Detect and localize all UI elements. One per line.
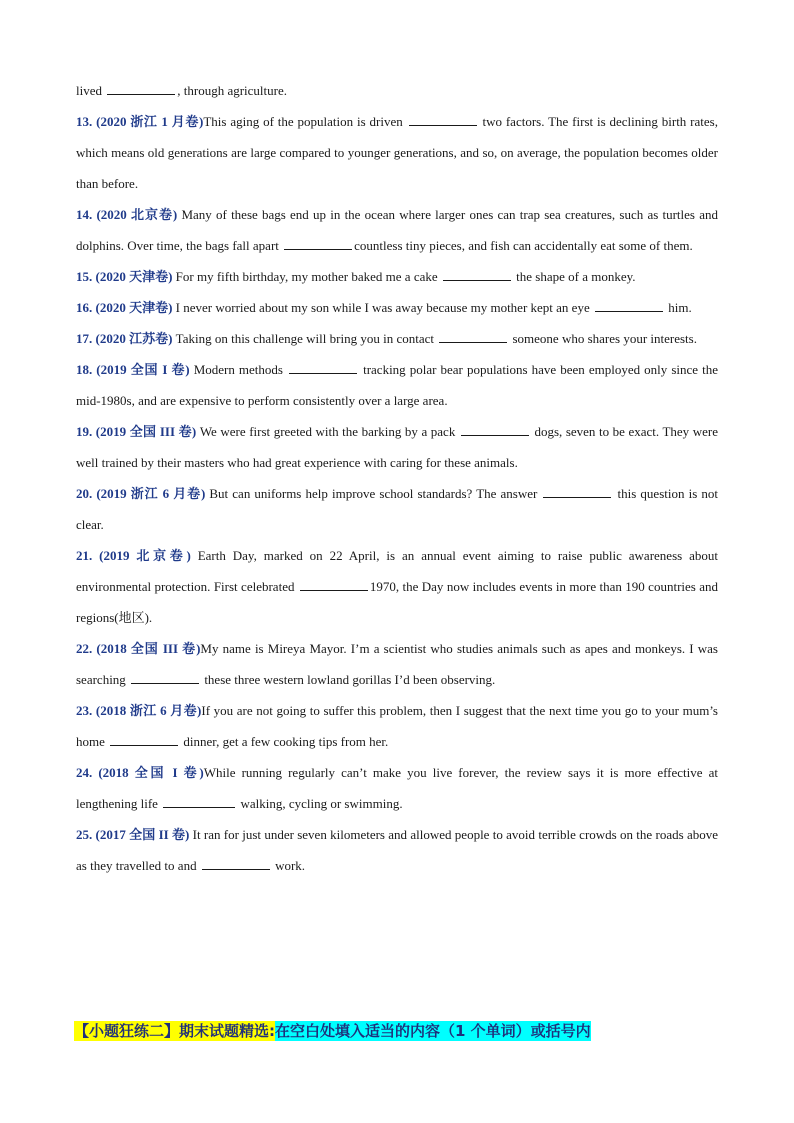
- question-number: 25. (2017 全国 II 卷): [76, 827, 190, 842]
- question-text: I never worried about my son while I was away because my mother kept an eye: [172, 300, 593, 315]
- question-text: But can uniforms help improve school standards? The answer: [205, 486, 542, 501]
- question-text: Many of these bags end up in the ocean where larger ones can trap sea creatures, such as turtles and dolphins. Over time, the bags fall apart: [76, 207, 718, 253]
- answer-blank[interactable]: [543, 484, 611, 498]
- question-text: dinner, get a few cooking tips from her.: [180, 734, 389, 749]
- answer-blank[interactable]: [439, 329, 507, 343]
- question-item-0: [76, 75, 718, 106]
- question-text: Modern methods: [189, 362, 288, 377]
- question-number: 17. (2020 江苏卷): [76, 331, 173, 346]
- question-text: We were first greeted with the barking by a pack: [196, 424, 459, 439]
- question-text: countless tiny pieces, and fish can accidentally eat some of them.: [354, 238, 693, 253]
- question-item-24: [76, 757, 718, 819]
- question-text: , through agriculture.: [177, 83, 287, 98]
- answer-blank[interactable]: [443, 267, 511, 281]
- question-item-21: [76, 540, 718, 633]
- question-text: tracking polar bear populations have been employed only since the mid-1980s, and are expensive to perform consistently over a large area.: [76, 362, 719, 408]
- question-item-19: [76, 416, 718, 478]
- answer-blank[interactable]: [202, 856, 270, 870]
- answer-blank[interactable]: [131, 670, 199, 684]
- question-item-15: [76, 261, 718, 292]
- question-item-25: [76, 819, 718, 881]
- exercise-list: [76, 75, 718, 881]
- question-number: 22. (2018 全国 III 卷): [76, 641, 201, 656]
- answer-blank[interactable]: [284, 236, 352, 250]
- question-text: these three western lowland gorillas I’d been observing.: [201, 672, 496, 687]
- question-text: dogs, seven to be exact. They were well trained by their masters who had great experience with caring for these animals.: [76, 424, 719, 470]
- question-number: 16. (2020 天津卷): [76, 300, 173, 315]
- answer-blank[interactable]: [409, 112, 477, 126]
- section-title: 【小题狂练二】期末试题精选:: [74, 1022, 275, 1040]
- question-item-18: [76, 354, 718, 416]
- question-item-20: [76, 478, 718, 540]
- question-number: 23. (2018 浙江 6 月卷): [76, 703, 202, 718]
- answer-blank[interactable]: [163, 794, 235, 808]
- question-text: walking, cycling or swimming.: [237, 796, 403, 811]
- question-text: This aging of the population is driven: [203, 114, 407, 129]
- question-item-23: [76, 695, 718, 757]
- question-text: 1970, the Day now includes events in more than 190 countries and regions(地区).: [76, 579, 718, 625]
- question-number: 14. (2020 北京卷): [76, 207, 178, 222]
- question-item-22: [76, 633, 718, 695]
- question-item-14: [76, 199, 718, 261]
- question-text: the shape of a monkey.: [512, 269, 636, 284]
- question-number: 18. (2019 全国 I 卷): [76, 362, 190, 377]
- question-text: two factors. The first is declining birth rates, which means old generations are large compared to younger generations, and so, on average, the population becomes older than before.: [76, 114, 718, 191]
- question-text: My name is Mireya Mayor. I’m a scientist who studies animals such as apes and monkeys. I was searching: [76, 641, 718, 687]
- answer-blank[interactable]: [595, 298, 663, 312]
- answer-blank[interactable]: [110, 732, 178, 746]
- question-item-17: [76, 323, 718, 354]
- question-number: 19. (2019 全国 III 卷): [76, 424, 197, 439]
- question-text: him.: [664, 300, 692, 315]
- question-number: 24. (2018 全国 I 卷): [76, 765, 204, 780]
- answer-blank[interactable]: [300, 577, 368, 591]
- question-text: work.: [271, 858, 306, 873]
- question-text: For my fifth birthday, my mother baked me a cake: [172, 269, 441, 284]
- answer-blank[interactable]: [461, 422, 529, 436]
- question-number: 20. (2019 浙江 6 月卷): [76, 486, 206, 501]
- question-text: While running regularly can’t make you live forever, the review says it is more effective at lengthening life: [76, 765, 718, 811]
- answer-blank[interactable]: [107, 81, 175, 95]
- question-number: 13. (2020 浙江 1 月卷): [76, 114, 204, 129]
- question-number: 21. (2019 北京卷): [76, 548, 191, 563]
- question-text: this question is not clear.: [76, 486, 718, 532]
- question-text: Earth Day, marked on 22 April, is an annual event aiming to raise public awareness about environmental protection. First celebrated: [76, 548, 718, 594]
- question-item-16: [76, 292, 718, 323]
- answer-blank[interactable]: [289, 360, 357, 374]
- question-text: lived: [76, 83, 106, 98]
- question-text: It ran for just under seven kilometers and allowed people to avoid terrible crowds on the roads above as they travelled to and: [76, 827, 718, 873]
- section-instruction: 在空白处填入适当的内容（1 个单词）或括号内: [275, 1022, 591, 1040]
- question-text: Taking on this challenge will bring you in contact: [172, 331, 438, 346]
- question-text: If you are not going to suffer this problem, then I suggest that the next time you go to your mum’s home: [76, 703, 718, 749]
- section-banner: [74, 1018, 722, 1044]
- question-text: someone who shares your interests.: [509, 331, 697, 346]
- question-number: 15. (2020 天津卷): [76, 269, 173, 284]
- question-item-13: [76, 106, 718, 199]
